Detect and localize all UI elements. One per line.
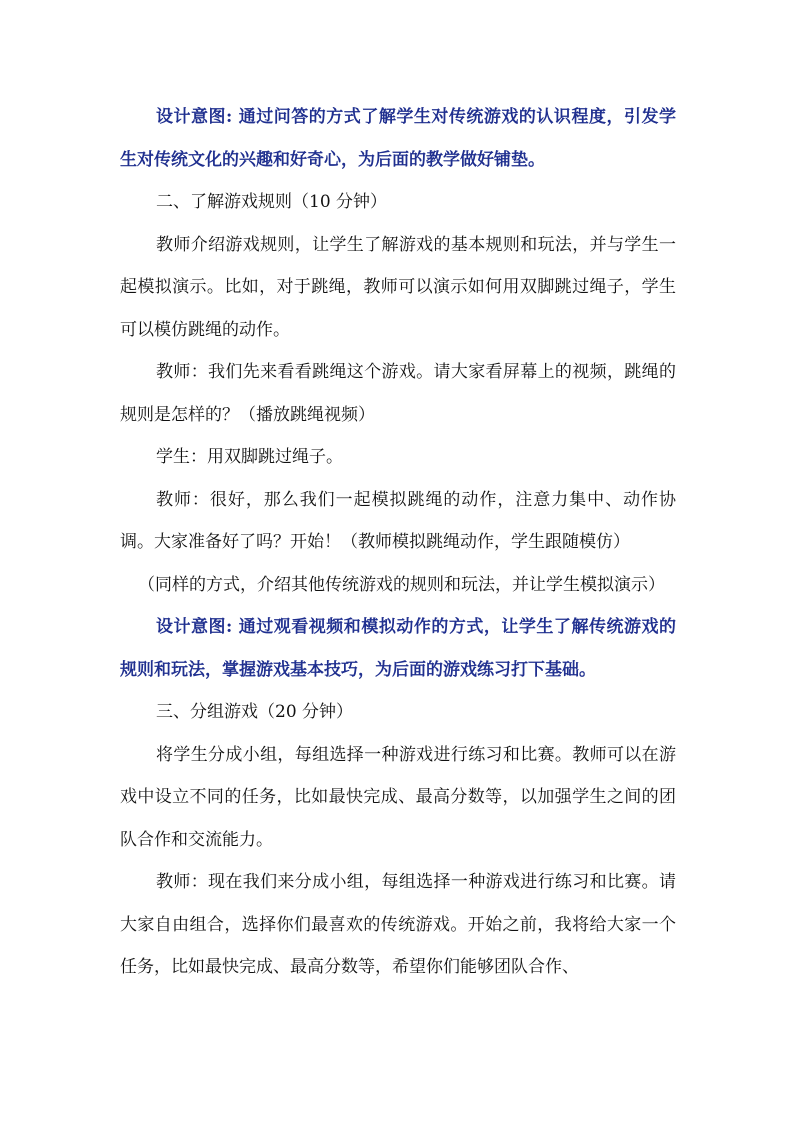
body-paragraph: 将学生分成小组，每组选择一种游戏进行练习和比赛。教师可以在游戏中设立不同的任务，比如最快完成、最高分数等，以加强学生之间的团队合作和交流能力。	[120, 744, 676, 850]
body-paragraph: 教师介绍游戏规则，让学生了解游戏的基本规则和玩法，并与学生一起模拟演示。比如，对于跳绳，教师可以演示如何用双脚跳过绳子，学生可以模仿跳绳的动作。	[120, 234, 676, 340]
design-intent-paragraph: 设计意图: 通过观看视频和模拟动作的方式，让学生了解传统游戏的规则和玩法，掌握游戏基本技巧，为后面的游戏练习打下基础。	[120, 617, 676, 680]
body-paragraph: 教师：现在我们来分成小组，每组选择一种游戏进行练习和比赛。请大家自由组合，选择你们最喜欢的传统游戏。开始之前，我将给大家一个任务，比如最快完成、最高分数等，希望你们能够团队合作、	[120, 872, 676, 977]
document-body	[120, 96, 676, 989]
section-heading-groups: 三、分组游戏（20 分钟）	[156, 702, 354, 722]
body-paragraph: 教师：我们先来看看跳绳这个游戏。请大家看屏幕上的视频，跳绳的规则是怎样的？（播放跳绳视频）	[120, 362, 676, 425]
body-paragraph: 教师：很好，那么我们一起模拟跳绳的动作，注意力集中、动作协调。大家准备好了吗？开始！（教师模拟跳绳动作，学生跟随模仿）	[120, 489, 676, 552]
section-heading-rules: 二、了解游戏规则（10 分钟）	[156, 192, 388, 212]
body-paragraph: （同样的方式，介绍其他传统游戏的规则和玩法，并让学生模拟演示）	[138, 574, 665, 595]
design-intent-paragraph: 设计意图: 通过问答的方式了解学生对传统游戏的认识程度，引发学生对传统文化的兴趣和好奇心，为后面的教学做好铺垫。	[120, 107, 676, 170]
body-paragraph: 学生：用双脚跳过绳子。	[156, 447, 343, 467]
